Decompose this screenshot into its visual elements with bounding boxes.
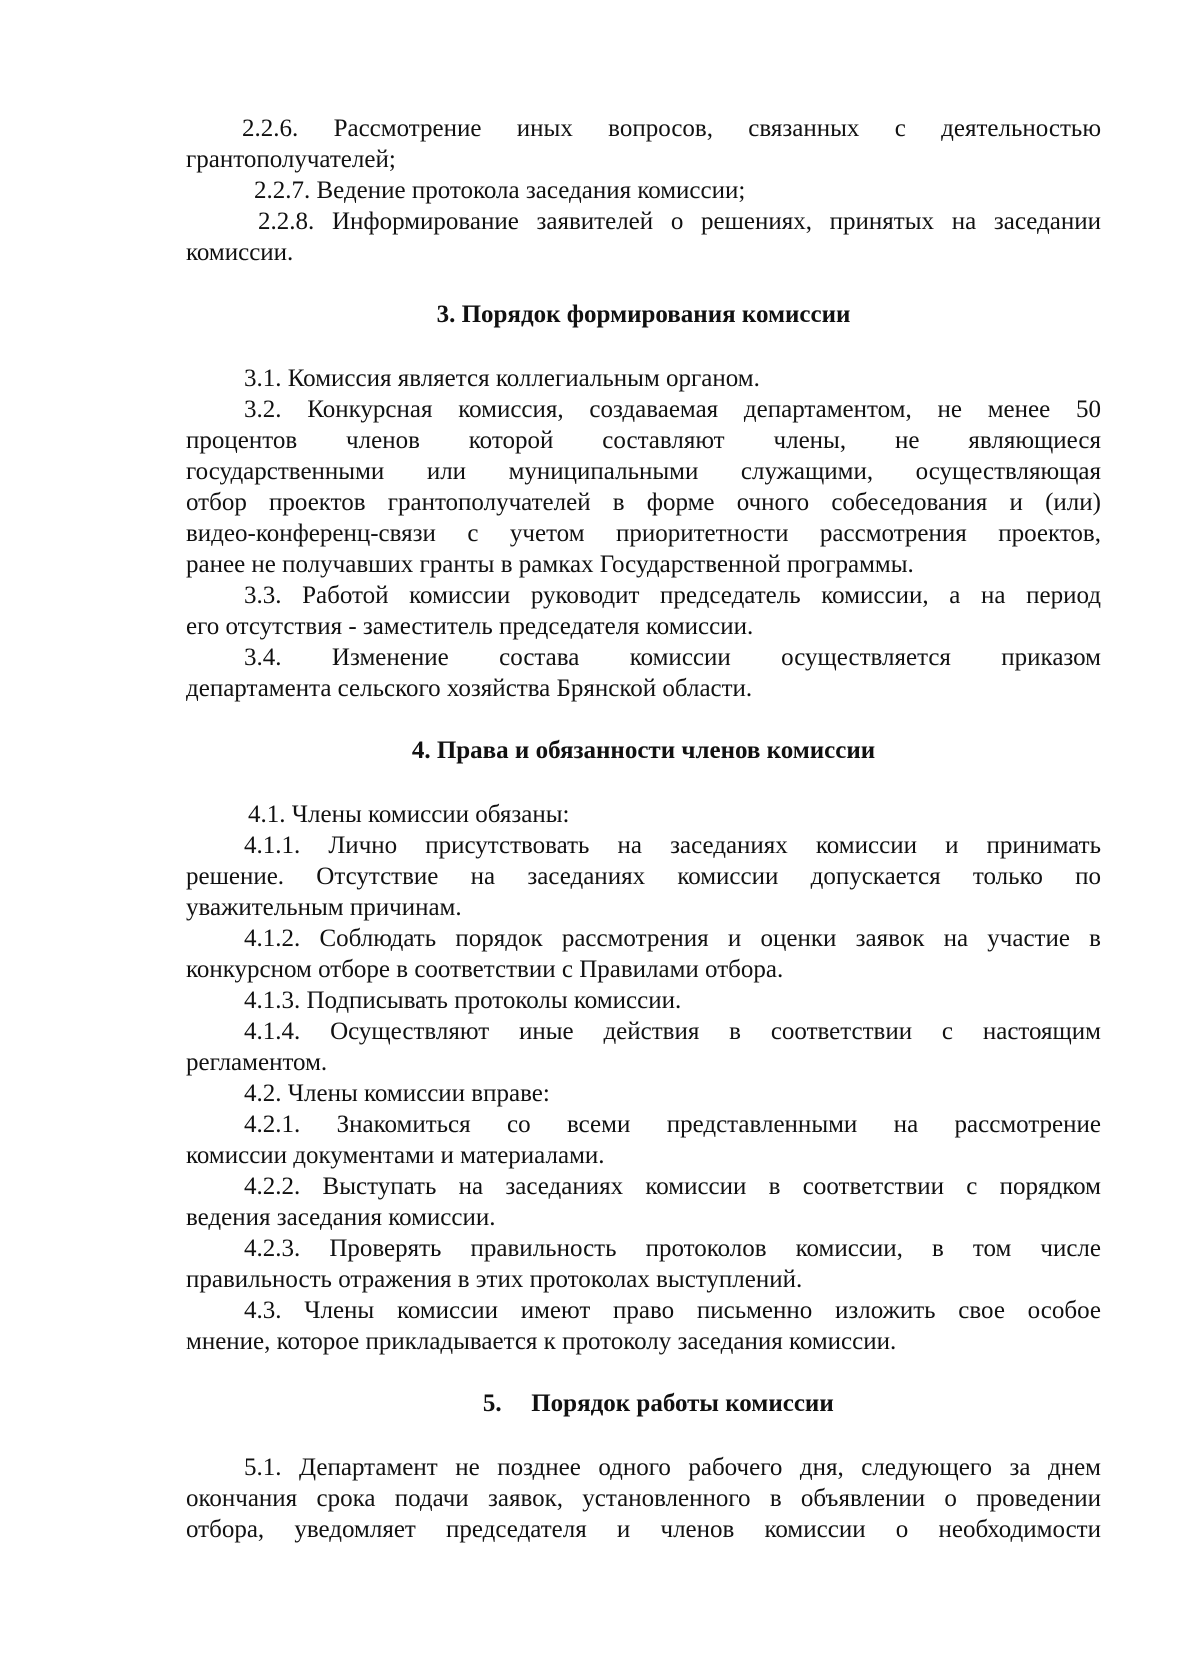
paragraph-3-3-line-1: 3.3. Работой комиссии руководит председатель комиссии, а на период: [244, 582, 1101, 609]
paragraph-4-2: 4.2. Члены комиссии вправе:: [244, 1080, 550, 1107]
spacer: [186, 1357, 1101, 1388]
paragraph-5-1-line-2: окончания срока подачи заявок, установленного в объявлении о проведении: [186, 1485, 1101, 1512]
spacer: [186, 268, 1101, 299]
paragraph-2-2-8-line-1: 2.2.8. Информирование заявителей о решениях, принятых на заседании: [258, 208, 1101, 235]
paragraph-3-1: 3.1. Комиссия является коллегиальным органом.: [244, 365, 760, 392]
paragraph-2-2-8-line-2: комиссии.: [186, 239, 294, 266]
paragraph-4-2-1-line-1: 4.2.1. Знакомиться со всеми представленными на рассмотрение: [244, 1111, 1101, 1138]
paragraph-4-2-3-line-1: 4.2.3. Проверять правильность протоколов комиссии, в том числе: [244, 1235, 1101, 1262]
paragraph-4-2-1-line-2: комиссии документами и материалами.: [186, 1142, 605, 1169]
section-3-heading: 3. Порядок формирования комиссии: [436, 301, 851, 328]
paragraph-2-2-6-line-2: грантополучателей;: [186, 146, 396, 173]
section-4-heading: 4. Права и обязанности членов комиссии: [411, 737, 876, 764]
paragraph-4-1-2-line-1: 4.1.2. Соблюдать порядок рассмотрения и оценки заявок на участие в: [244, 925, 1101, 952]
paragraph-4-1-1-line-3: уважительным причинам.: [186, 894, 462, 921]
paragraph-4-2-3-line-2: правильность отражения в этих протоколах выступлений.: [186, 1266, 803, 1293]
paragraph-4-2-2-line-1: 4.2.2. Выступать на заседаниях комиссии в соответствии с порядком: [244, 1173, 1101, 1200]
spacer: [186, 330, 1101, 363]
spacer: [186, 1419, 1101, 1452]
paragraph-4-1: 4.1. Члены комиссии обязаны:: [248, 801, 570, 828]
paragraph-3-4-line-1: 3.4. Изменение состава комиссии осуществляется приказом: [244, 644, 1101, 671]
section-5-heading-number: 5.: [482, 1390, 502, 1417]
paragraph-3-2-line-5: видео-конференц-связи с учетом приоритетности рассмотрения проектов,: [186, 520, 1101, 547]
paragraph-3-4-line-2: департамента сельского хозяйства Брянской области.: [186, 675, 753, 702]
paragraph-4-1-1-line-2: решение. Отсутствие на заседаниях комиссии допускается только по: [186, 863, 1101, 890]
section-5-heading-text: Порядок работы комиссии: [531, 1390, 834, 1417]
paragraph-5-1-line-3: отбора, уведомляет председателя и членов комиссии о необходимости: [186, 1516, 1101, 1543]
spacer: [186, 766, 1101, 799]
paragraph-2-2-6-line-1: 2.2.6. Рассмотрение иных вопросов, связанных с деятельностью: [242, 115, 1101, 142]
paragraph-2-2-7: 2.2.7. Ведение протокола заседания комиссии;: [254, 177, 746, 204]
paragraph-3-2-line-3: государственными или муниципальными служащими, осуществляющая: [186, 458, 1101, 485]
document-body: [186, 113, 1101, 1545]
paragraph-3-3-line-2: его отсутствия - заместитель председателя комиссии.: [186, 613, 754, 640]
paragraph-3-2-line-1: 3.2. Конкурсная комиссия, создаваемая департаментом, не менее 50: [244, 396, 1101, 423]
paragraph-3-2-line-2: процентов членов которой составляют члены, не являющиеся: [186, 427, 1101, 454]
paragraph-3-2-line-6: ранее не получавших гранты в рамках Государственной программы.: [186, 551, 914, 578]
spacer: [186, 704, 1101, 735]
paragraph-4-1-4-line-1: 4.1.4. Осуществляют иные действия в соответствии с настоящим: [244, 1018, 1101, 1045]
paragraph-4-3-line-2: мнение, которое прикладывается к протоколу заседания комиссии.: [186, 1328, 897, 1355]
paragraph-4-1-3: 4.1.3. Подписывать протоколы комиссии.: [244, 987, 682, 1014]
paragraph-4-3-line-1: 4.3. Члены комиссии имеют право письменно изложить свое особое: [244, 1297, 1101, 1324]
paragraph-4-1-4-line-2: регламентом.: [186, 1049, 328, 1076]
paragraph-4-1-1-line-1: 4.1.1. Лично присутствовать на заседаниях комиссии и принимать: [244, 832, 1101, 859]
paragraph-4-2-2-line-2: ведения заседания комиссии.: [186, 1204, 496, 1231]
paragraph-5-1-line-1: 5.1. Департамент не позднее одного рабочего дня, следующего за днем: [244, 1454, 1101, 1481]
paragraph-4-1-2-line-2: конкурсном отборе в соответствии с Правилами отбора.: [186, 956, 784, 983]
paragraph-3-2-line-4: отбор проектов грантополучателей в форме очного собеседования и (или): [186, 489, 1101, 516]
section-5-heading: [186, 1388, 1101, 1419]
